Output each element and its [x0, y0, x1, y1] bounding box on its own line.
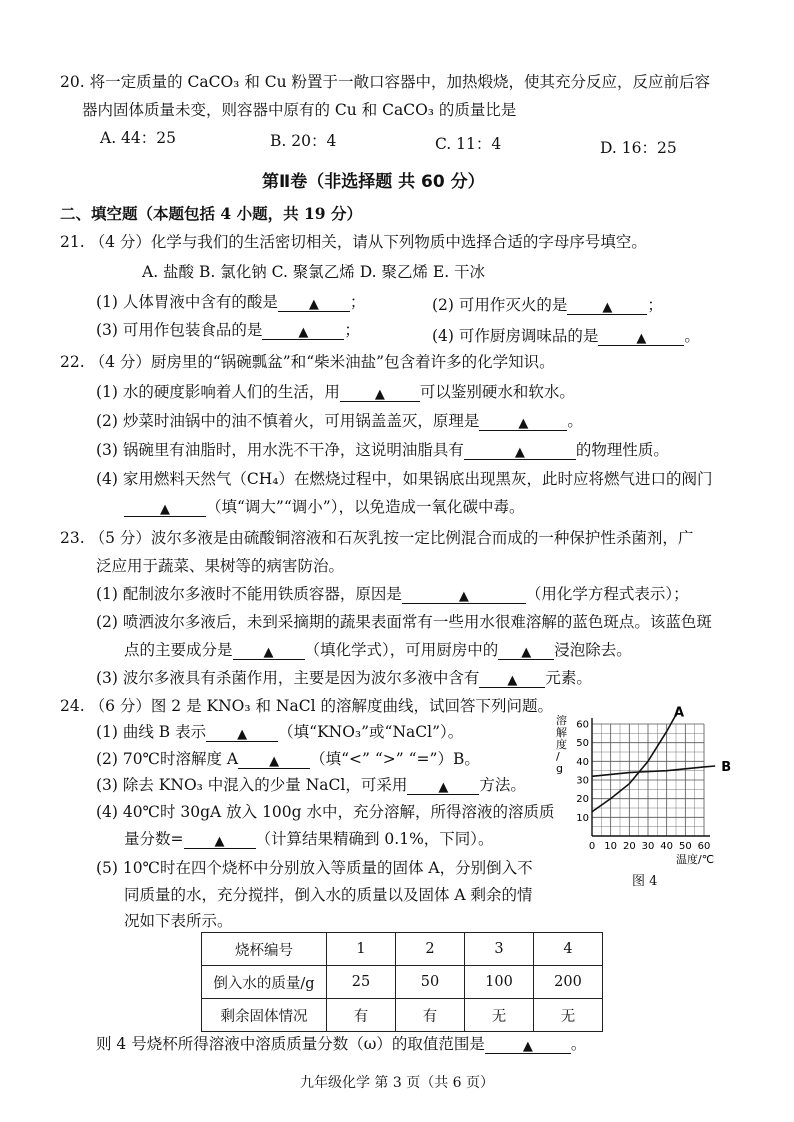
table-cell: 2 — [396, 933, 465, 966]
q24-item-1-tail: （填“KNO₃”或“NaCl”）。 — [278, 723, 464, 741]
table-cell: 50 — [396, 966, 465, 999]
q24-item-3-tail: 方法。 — [479, 776, 526, 794]
punct: 。 — [684, 327, 700, 345]
q22-item-2 — [96, 411, 583, 431]
q22-item-3-text: (3) 锅碗里有油脂时，用水洗不干净，这说明油脂具有 — [96, 441, 464, 459]
triangle-icon: ▲ — [522, 1039, 533, 1054]
triangle-icon: ▲ — [237, 727, 248, 742]
triangle-icon: ▲ — [458, 589, 469, 604]
answer-blank[interactable] — [464, 441, 576, 460]
q22-item-1 — [96, 382, 575, 402]
answer-blank[interactable] — [479, 412, 567, 431]
y-axis-label-char: g — [556, 762, 563, 775]
triangle-icon: ▲ — [214, 834, 225, 849]
punct: 。 — [570, 1035, 587, 1053]
answer-blank[interactable] — [233, 641, 305, 660]
triangle-icon: ▲ — [263, 645, 274, 660]
answer-blank[interactable] — [567, 296, 647, 315]
table-cell: 有 — [396, 999, 465, 1032]
q22-item-3 — [96, 440, 669, 460]
y-tick-label: 30 — [576, 775, 589, 787]
chart-lines — [592, 706, 731, 812]
q23-item-2-tail: 浸泡除去。 — [554, 641, 632, 659]
q24-item-4a: (4) 40℃时 30gA 放入 100g 水中，充分溶解，所得溶液的溶质质 — [96, 803, 555, 821]
answer-blank[interactable] — [124, 498, 206, 517]
q21-item-2 — [432, 295, 663, 315]
triangle-icon: ▲ — [518, 416, 529, 431]
q23-item-2-mid: （填化学式），可用厨房中的 — [304, 641, 499, 659]
x-tick-label: 10 — [604, 841, 618, 852]
x-axis-label: 温度/℃ — [676, 853, 715, 866]
triangle-icon: ▲ — [269, 754, 280, 769]
answer-blank[interactable] — [498, 641, 554, 660]
q22-item-2-tail: 。 — [567, 412, 583, 430]
series-line-A — [592, 715, 676, 812]
punct: ； — [349, 293, 366, 311]
y-tick-label: 50 — [576, 738, 589, 750]
y-axis-label-char: 溶 — [556, 714, 567, 727]
punct: ； — [344, 321, 360, 339]
y-tick-label: 40 — [576, 756, 589, 768]
triangle-icon: ▲ — [602, 300, 613, 315]
q24-stem: 24. （6 分）图 2 是 KNO₃ 和 NaCl 的溶解度曲线，试回答下列问题。 — [60, 697, 553, 715]
answer-blank[interactable] — [402, 585, 526, 604]
chart-ticks — [576, 720, 710, 853]
triangle-icon: ▲ — [160, 502, 170, 517]
table-cell: 无 — [465, 999, 534, 1032]
answer-blank[interactable] — [278, 293, 350, 312]
q24-item-5a: (5) 10℃时在四个烧杯中分别放入等质量的固体 A，分别倒入不 — [96, 859, 533, 877]
answer-blank[interactable] — [598, 327, 684, 346]
answer-blank[interactable] — [407, 776, 479, 795]
y-axis-label-char: 解 — [556, 726, 567, 739]
x-tick-label: 0 — [588, 841, 596, 852]
y-axis-label-char: 度 — [556, 738, 567, 751]
q24-item-2 — [96, 749, 480, 769]
q22-item-1-tail: 可以鉴别硬水和软水。 — [419, 383, 575, 401]
series-label: B — [721, 760, 732, 775]
x-tick-label: 20 — [622, 841, 636, 852]
q21-stem: 21. （4 分）化学与我们的生活密切相关，请从下列物质中选择合适的字母序号填空。 — [60, 233, 647, 251]
triangle-icon: ▲ — [514, 445, 525, 460]
q23-item-3-tail: 元素。 — [545, 669, 592, 687]
q23-item-2a: (2) 喷洒波尔多液后，未到采摘期的蔬果表面常有一些用水很难溶解的蓝色斑点。该蓝色斑 — [96, 613, 712, 631]
x-tick-label: 50 — [678, 841, 692, 852]
triangle-icon: ▲ — [374, 387, 385, 402]
q24-item-3 — [96, 775, 526, 795]
q24-item-4b — [124, 829, 494, 849]
table-cell: 剩余固体情况 — [202, 999, 327, 1032]
q24-item-2-text: (2) 70℃时溶解度 A — [96, 750, 239, 768]
y-axis-label-char: / — [556, 750, 560, 763]
table-cell: 200 — [534, 966, 603, 999]
table-cell: 倒入水的质量/g — [202, 966, 327, 999]
triangle-icon: ▲ — [636, 331, 647, 346]
q21-item-2-text: (2) 可用作灭火的是 — [432, 296, 568, 314]
triangle-icon: ▲ — [298, 325, 309, 340]
table-cell: 3 — [465, 933, 534, 966]
q21-item-1-text: (1) 人体胃液中含有的酸是 — [96, 293, 278, 311]
table-row — [202, 999, 603, 1032]
q23-item-1 — [96, 584, 689, 604]
answer-blank[interactable] — [262, 321, 344, 340]
table-cell: 1 — [327, 933, 396, 966]
triangle-icon: ▲ — [308, 297, 319, 312]
q24-item-1-text: (1) 曲线 B 表示 — [96, 723, 207, 741]
q22-item-3-tail: 的物理性质。 — [575, 441, 669, 459]
q21-item-3 — [96, 320, 360, 340]
q23-item-1-tail: （用化学方程式表示）； — [525, 585, 689, 603]
q23-item-1-text: (1) 配制波尔多液时不能用铁质容器，原因是 — [96, 585, 402, 603]
answer-blank[interactable] — [479, 669, 545, 688]
q20-option-c: C. 11：4 — [435, 135, 502, 153]
q22-item-1-text: (1) 水的硬度影响着人们的生活，用 — [96, 383, 340, 401]
solubility-chart — [548, 700, 732, 890]
q22-item-2-text: (2) 炒菜时油锅中的油不慎着火，可用锅盖盖灭，原理是 — [96, 412, 480, 430]
q20-line2: 器内固体质量未变，则容器中原有的 Cu 和 CaCO₃ 的质量比是 — [82, 101, 517, 119]
table-row — [202, 966, 603, 999]
q23-item-3-text: (3) 波尔多液具有杀菌作用，主要是因为波尔多液中含有 — [96, 669, 480, 687]
table-cell: 无 — [534, 999, 603, 1032]
q23-item-2b — [124, 640, 632, 660]
page-footer: 九年级化学 第 3 页（共 6 页） — [299, 1075, 495, 1091]
q24-item-4-text: 量分数= — [124, 830, 184, 848]
q20-option-b: B. 20：4 — [270, 132, 337, 150]
q22-item-4-tail: （填“调大”“调小”），以免造成一氧化碳中毒。 — [206, 498, 525, 516]
punct: ； — [647, 296, 663, 314]
chart-grid — [592, 718, 710, 836]
answer-blank[interactable] — [485, 1035, 571, 1054]
q24-item-2-tail: （填“<” “>” “=”）B。 — [310, 750, 480, 768]
x-tick-label: 40 — [660, 841, 674, 852]
y-tick-label: 60 — [576, 719, 589, 731]
figure-caption: 图 4 — [632, 874, 658, 889]
triangle-icon: ▲ — [521, 645, 532, 660]
series-label: A — [674, 705, 685, 721]
q24-item-5c: 况如下表所示。 — [124, 912, 233, 930]
q22-item-4b — [124, 497, 524, 517]
q21-item-4-text: (4) 可作厨房调味品的是 — [432, 327, 599, 345]
q24-item-5b: 同质量的水，充分搅拌，倒入水的质量以及固体 A 剩余的情 — [124, 886, 533, 904]
answer-blank[interactable] — [238, 750, 310, 769]
q24-item-1 — [96, 722, 463, 742]
q21-item-4 — [432, 326, 700, 346]
table-cell: 4 — [534, 933, 603, 966]
triangle-icon: ▲ — [507, 673, 518, 688]
q24-item-4-tail: （计算结果精确到 0.1%，下同）。 — [255, 830, 494, 848]
table-cell: 100 — [465, 966, 534, 999]
section-title: 第Ⅱ卷（非选择题 共 60 分） — [262, 172, 485, 192]
q22-item-4: (4) 家用燃料天然气（CH₄）在燃烧过程中，如果锅底出现黑灰，此时应将燃气进口的阀门 — [96, 470, 713, 488]
q21-item-3-text: (3) 可用作包装食品的是 — [96, 321, 263, 339]
y-tick-label: 20 — [576, 794, 589, 806]
x-tick-label: 60 — [697, 841, 711, 852]
table-header-row — [202, 933, 603, 966]
beaker-table — [201, 932, 603, 1032]
table-cell: 烧杯编号 — [202, 933, 327, 966]
q24-final — [96, 1034, 586, 1054]
q23-item-2-text: 点的主要成分是 — [124, 641, 233, 659]
y-tick-label: 10 — [576, 812, 589, 824]
q23-stem-1: 23. （5 分）波尔多液是由硫酸铜溶液和石灰乳按一定比例混合而成的一种保护性杀菌剂，广 — [60, 529, 694, 547]
q23-item-3 — [96, 668, 592, 688]
table-cell: 有 — [327, 999, 396, 1032]
q24-final-text: 则 4 号烧杯所得溶液中溶质质量分数（ω）的取值范围是 — [96, 1035, 485, 1053]
q20-option-d: D. 16：25 — [600, 139, 677, 157]
q20-line1: 20. 将一定质量的 CaCO₃ 和 Cu 粉置于一敞口容器中，加热煅烧，使其充分反应，反应前后容 — [60, 73, 711, 91]
q20-option-a: A. 44：25 — [100, 129, 176, 147]
q22-stem: 22. （4 分）厨房里的“锅碗瓢盆”和“柴米油盐”包含着许多的化学知识。 — [60, 353, 555, 371]
q23-stem-2: 泛应用于蔬菜、果树等的病害防治。 — [96, 557, 345, 575]
triangle-icon: ▲ — [438, 780, 449, 795]
y-axis-label — [556, 713, 567, 775]
part-heading: 二、填空题（本题包括 4 小题，共 19 分） — [60, 204, 362, 223]
q24-item-3-text: (3) 除去 KNO₃ 中混入的少量 NaCl，可采用 — [96, 776, 408, 794]
answer-blank[interactable] — [206, 723, 278, 742]
x-tick-label: 30 — [641, 841, 655, 852]
answer-blank[interactable] — [184, 830, 256, 849]
table-cell: 25 — [327, 966, 396, 999]
answer-blank[interactable] — [340, 383, 420, 402]
q21-choices: A. 盐酸 B. 氯化钠 C. 聚氯乙烯 D. 聚乙烯 E. 干冰 — [142, 263, 486, 281]
q21-item-1 — [96, 292, 365, 312]
